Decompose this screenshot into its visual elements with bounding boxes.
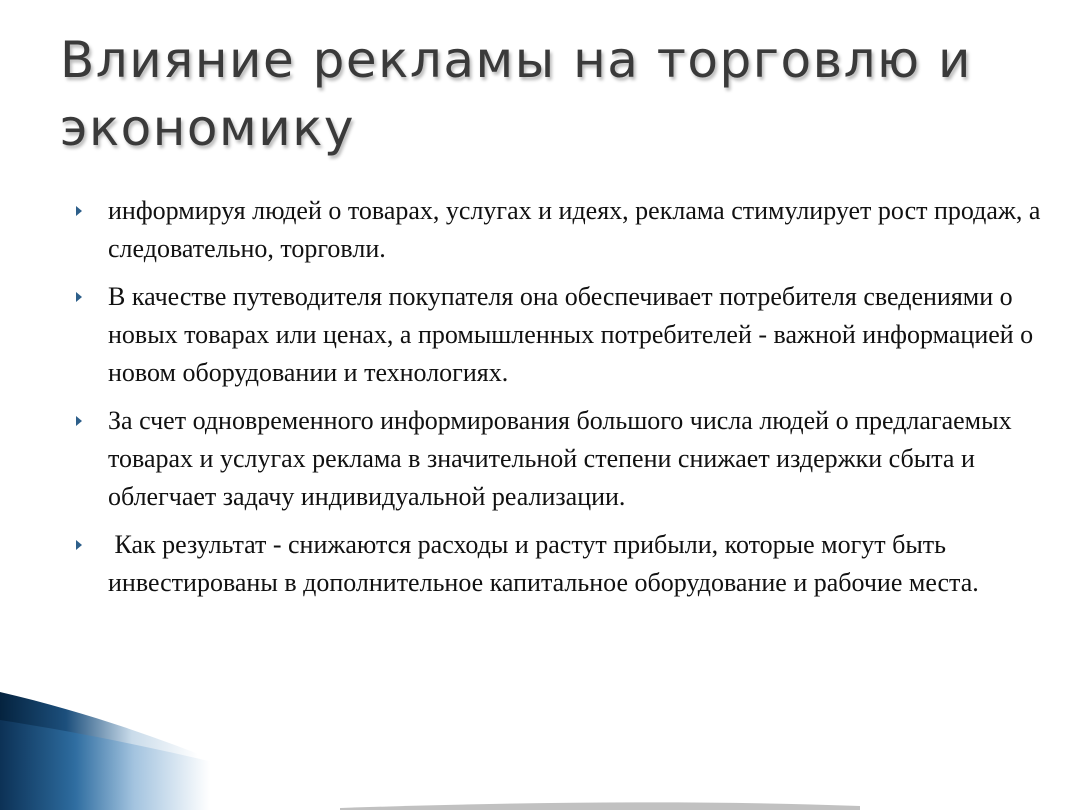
bullet-text: В качестве путеводителя покупателя она обеспечивает потребителя сведениями о новых товарах или ценах, а промышленных потребителей - важной информацией о новом оборудовании и технологиях.: [108, 282, 1034, 387]
triangle-right-icon: [76, 540, 82, 550]
triangle-right-icon: [76, 206, 82, 216]
triangle-right-icon: [76, 292, 82, 302]
bullet-list: [72, 192, 1062, 612]
slide-title: Влияние рекламы на торговлю и экономику: [60, 31, 973, 157]
bullet-text: За счет одновременного информирования большого числа людей о предлагаемых товарах и услугах реклама в значительной степени снижает издержки сбыта и облегчает задачу индивидуальной реализации.: [108, 406, 1012, 511]
list-item: [72, 192, 1062, 268]
triangle-right-icon: [76, 416, 82, 426]
list-item: [72, 402, 1062, 516]
list-item: [72, 278, 1062, 392]
decorative-wave: [0, 690, 1080, 810]
bullet-text: Как результат - снижаются расходы и растут прибыли, которые могут быть инвестированы в дополнительное капитальное оборудование и рабочие места.: [108, 530, 979, 597]
bullet-text: информируя людей о товарах, услугах и идеях, реклама стимулирует рост продаж, а следовательно, торговли.: [108, 196, 1041, 263]
list-item: [72, 526, 1062, 602]
